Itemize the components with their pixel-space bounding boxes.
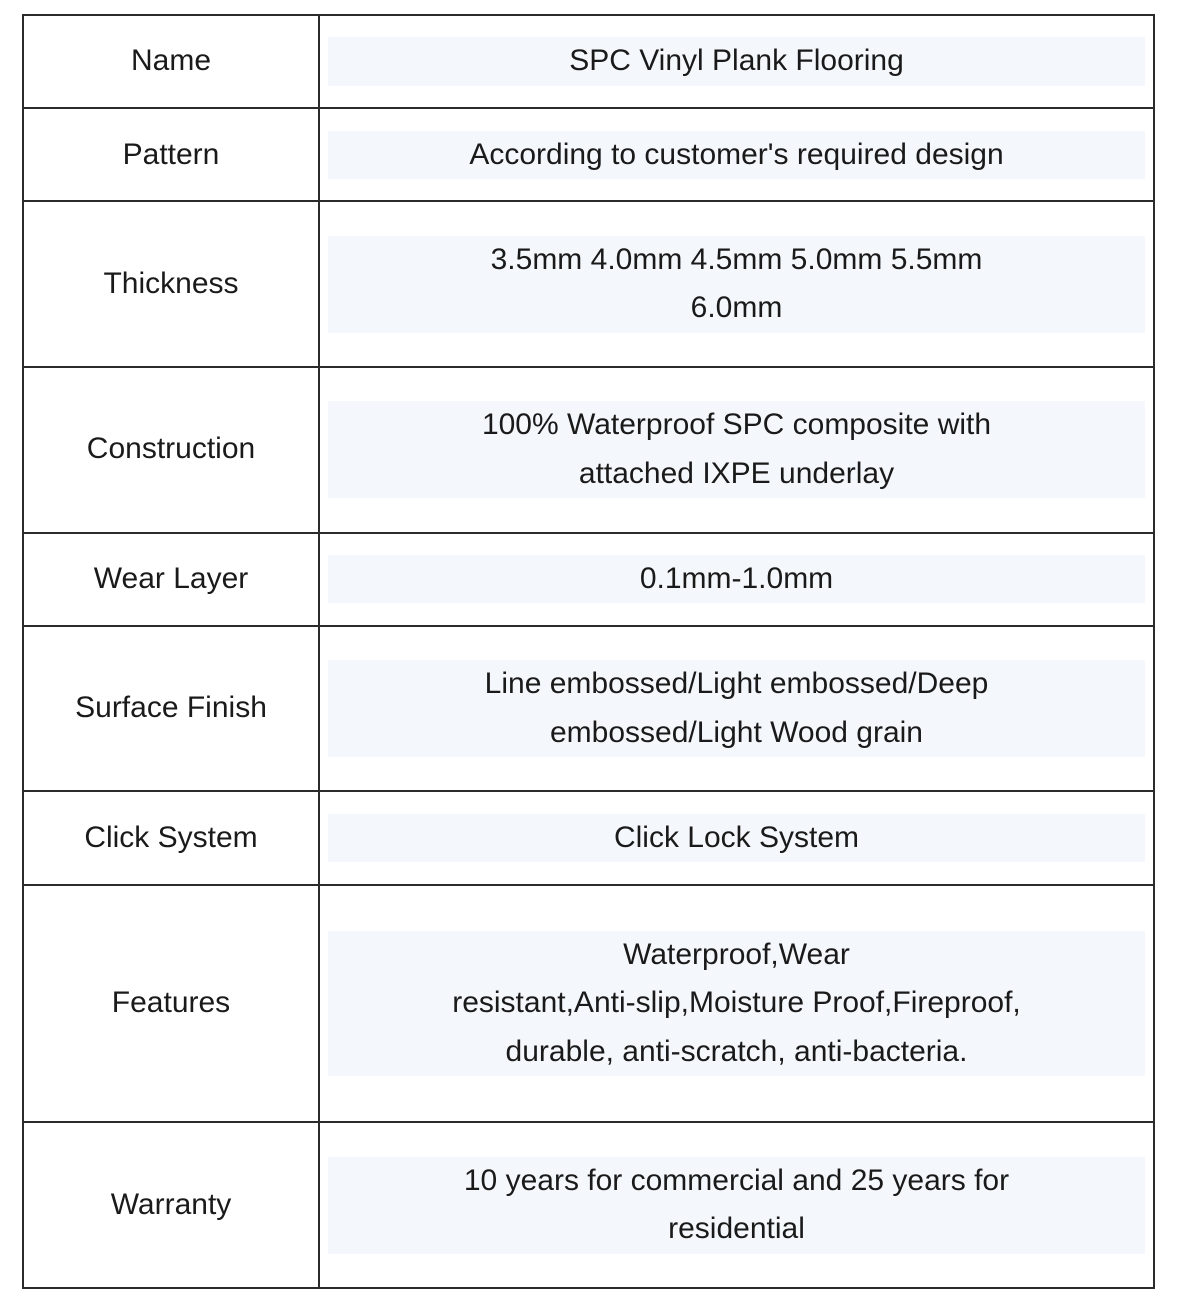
value-line: 100% Waterproof SPC composite with	[328, 401, 1145, 450]
row-label-thickness: Thickness	[23, 201, 319, 367]
table-row	[23, 791, 1154, 884]
table-row	[23, 108, 1154, 201]
value-line: 10 years for commercial and 25 years for	[328, 1157, 1145, 1206]
value-line: Click Lock System	[328, 814, 1145, 863]
row-label-pattern: Pattern	[23, 108, 319, 201]
row-label-features: Features	[23, 885, 319, 1123]
table-row	[23, 201, 1154, 367]
value-line: 6.0mm	[328, 284, 1145, 333]
value-line: durable, anti-scratch, anti-bacteria.	[328, 1028, 1145, 1077]
table-row	[23, 885, 1154, 1123]
value-line: SPC Vinyl Plank Flooring	[328, 37, 1145, 86]
product-specification-table	[22, 14, 1155, 1289]
row-label-name: Name	[23, 15, 319, 108]
value-line: attached IXPE underlay	[328, 450, 1145, 499]
row-label-wear-layer: Wear Layer	[23, 533, 319, 626]
row-value-thickness	[319, 201, 1154, 367]
value-line: 0.1mm-1.0mm	[328, 555, 1145, 604]
value-line: According to customer's required design	[328, 131, 1145, 180]
row-value-name	[319, 15, 1154, 108]
row-value-pattern	[319, 108, 1154, 201]
row-value-click-system	[319, 791, 1154, 884]
value-line: embossed/Light Wood grain	[328, 709, 1145, 758]
row-value-warranty	[319, 1122, 1154, 1288]
value-line: Line embossed/Light embossed/Deep	[328, 660, 1145, 709]
value-line: 3.5mm 4.0mm 4.5mm 5.0mm 5.5mm	[328, 236, 1145, 285]
value-line: Waterproof,Wear	[328, 931, 1145, 980]
row-value-wear-layer	[319, 533, 1154, 626]
table-row	[23, 15, 1154, 108]
row-value-surface-finish	[319, 626, 1154, 792]
table-row	[23, 533, 1154, 626]
row-value-construction	[319, 367, 1154, 533]
table-row	[23, 1122, 1154, 1288]
row-value-features	[319, 885, 1154, 1123]
row-label-warranty: Warranty	[23, 1122, 319, 1288]
table-row	[23, 626, 1154, 792]
row-label-click-system: Click System	[23, 791, 319, 884]
value-line: resistant,Anti-slip,Moisture Proof,Fireproof,	[328, 979, 1145, 1028]
table-row	[23, 367, 1154, 533]
row-label-construction: Construction	[23, 367, 319, 533]
row-label-surface-finish: Surface Finish	[23, 626, 319, 792]
value-line: residential	[328, 1205, 1145, 1254]
